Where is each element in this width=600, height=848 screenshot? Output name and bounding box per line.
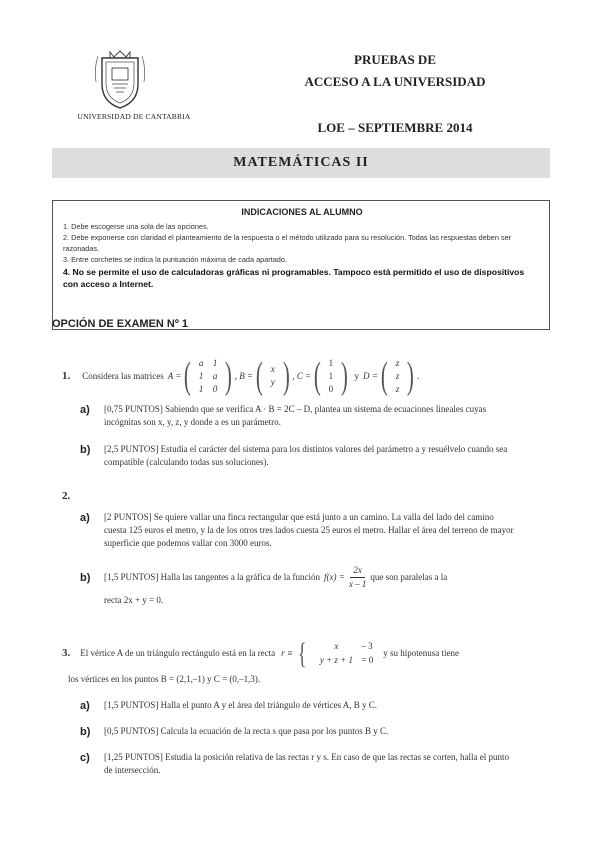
exam-session: LOE – SEPTIEMBRE 2014: [317, 120, 473, 135]
subject-banner: MATEMÁTICAS II: [52, 148, 550, 178]
header-title-line2: ACCESO A LA UNIVERSIDAD: [304, 74, 486, 89]
instruction-item: 1. Debe escogerse una sola de las opciones.: [63, 222, 209, 231]
matrix-b: x y: [270, 364, 275, 387]
q1-part-b-text: [2,5 PUNTOS] Estudia el carácter del sistema para los distintos valores del parámetro a y resuélvelo cuando sea compatible (calculando todas sus soluciones).: [104, 444, 508, 467]
q3-part-a-text: [1,5 PUNTOS] Halla el punto A y el área del triángulo de vértices A, B y C.: [104, 700, 378, 710]
option-title: OPCIÓN DE EXAMEN Nº 1: [52, 318, 189, 330]
fraction-denominator: x – 1: [348, 578, 367, 589]
q3-part-c-label: c): [80, 752, 90, 764]
q3-part-c-text: [1,25 PUNTOS] Estudia la posición relativa de las rectas r y s. En caso de que las rectas se corten, halla el punto de intersección.: [104, 752, 509, 775]
question-3-text2: y su hipotenusa tiene: [383, 647, 459, 658]
q2-part-b-text1: [1,5 PUNTOS] Halla las tangentes a la gráfica de la función: [104, 571, 321, 582]
q1-part-a-label: a): [80, 404, 90, 416]
question-1-intro: Considera las matrices: [82, 370, 164, 381]
question-2-number: 2.: [62, 490, 71, 502]
q3-part-b-label: b): [80, 726, 91, 738]
matrix-c: 1 1 0: [328, 357, 334, 394]
instruction-item: 2. Debe exponerse con claridad el planteamiento de la respuesta o el método utilizado para su resolución. Todas las respuestas deben ser razonadas.: [63, 233, 512, 253]
line-r-label: r ≡: [281, 647, 293, 658]
q1-part-a-text: [0,75 PUNTOS] Sabiendo que se verifica A · B = 2C – D, plantea un sistema de ecuaciones lineales cuyas incógnitas son x, y, z, y donde a es un parámetro.: [104, 404, 487, 427]
instruction-item: 4. No se permite el uso de calculadoras gráficas ni programables. Tampoco está permitido el uso de dispositivos con acceso a Internet.: [63, 267, 525, 289]
university-name: UNIVERSIDAD DE CANTABRIA: [77, 112, 191, 121]
matrix-d-label: D =: [363, 370, 378, 381]
question-1-statement: 1. Considera las matrices A = ( a 1 1 a 1 0 ) , B = ( x y ) , C = ( 1 1 0 ) y D = ( z z z ) .: [62, 355, 420, 397]
fraction-numerator: 2x: [350, 564, 365, 578]
matrix-c-label: C =: [296, 370, 312, 381]
fraction: [349, 564, 367, 591]
question-3-text3: los vértices en los puntos B = (2,1,–1) y C = (0,–1,3).: [68, 674, 261, 684]
q2-part-b-text3: recta 2x + y = 0.: [104, 595, 164, 605]
matrix-d: z z z: [395, 357, 400, 394]
matrix-a-label: A =: [167, 370, 182, 381]
q2-part-b-label: b): [80, 572, 91, 584]
matrix-a: a 1 1 a 1 0: [198, 357, 218, 394]
question-3-text1: El vértice A de un triángulo rectángulo está en la recta: [80, 647, 276, 658]
matrix-b-label: B =: [239, 370, 254, 381]
q3-part-a-label: a): [80, 700, 90, 712]
instructions-box: [52, 200, 550, 330]
q2-part-b-line1: [104, 562, 518, 592]
function-label: f(x) =: [324, 571, 345, 582]
q2-part-a-label: a): [80, 512, 90, 524]
line-r-system: x – 3 y + z + 1 = 0: [319, 641, 374, 665]
q1-part-b-label: b): [80, 444, 91, 456]
instructions-title: INDICACIONES AL ALUMNO: [241, 207, 363, 217]
q2-part-b-text2: que son paralelas a la: [370, 571, 448, 582]
instruction-item: 3. Entre corchetes se indica la puntuación máxima de cada apartado.: [63, 255, 287, 264]
university-crest-logo: [88, 48, 152, 110]
question-3-statement: 3. El vértice A de un triángulo rectángulo está en la recta r ≡ { x – 3 y + z + 1 = 0 y su hipotenusa tiene: [62, 636, 459, 670]
question-3-number: 3.: [62, 646, 71, 659]
question-1-number: 1.: [62, 369, 71, 382]
header-title-line1: PRUEBAS DE: [354, 52, 436, 67]
q3-part-b-text: [0,5 PUNTOS] Calcula la ecuación de la recta s que pasa por los puntos B y C.: [104, 726, 389, 736]
q2-part-a-text: [2 PUNTOS] Se quiere vallar una finca rectangular que está junto a un camino. La valla del lado del camino cuesta 125 euros el metro, y la de los otros tres lados cuesta 25 euros el metro. Hallar el área del terreno de mayor superficie que podemos vallar con 3000 euros.: [104, 512, 514, 548]
